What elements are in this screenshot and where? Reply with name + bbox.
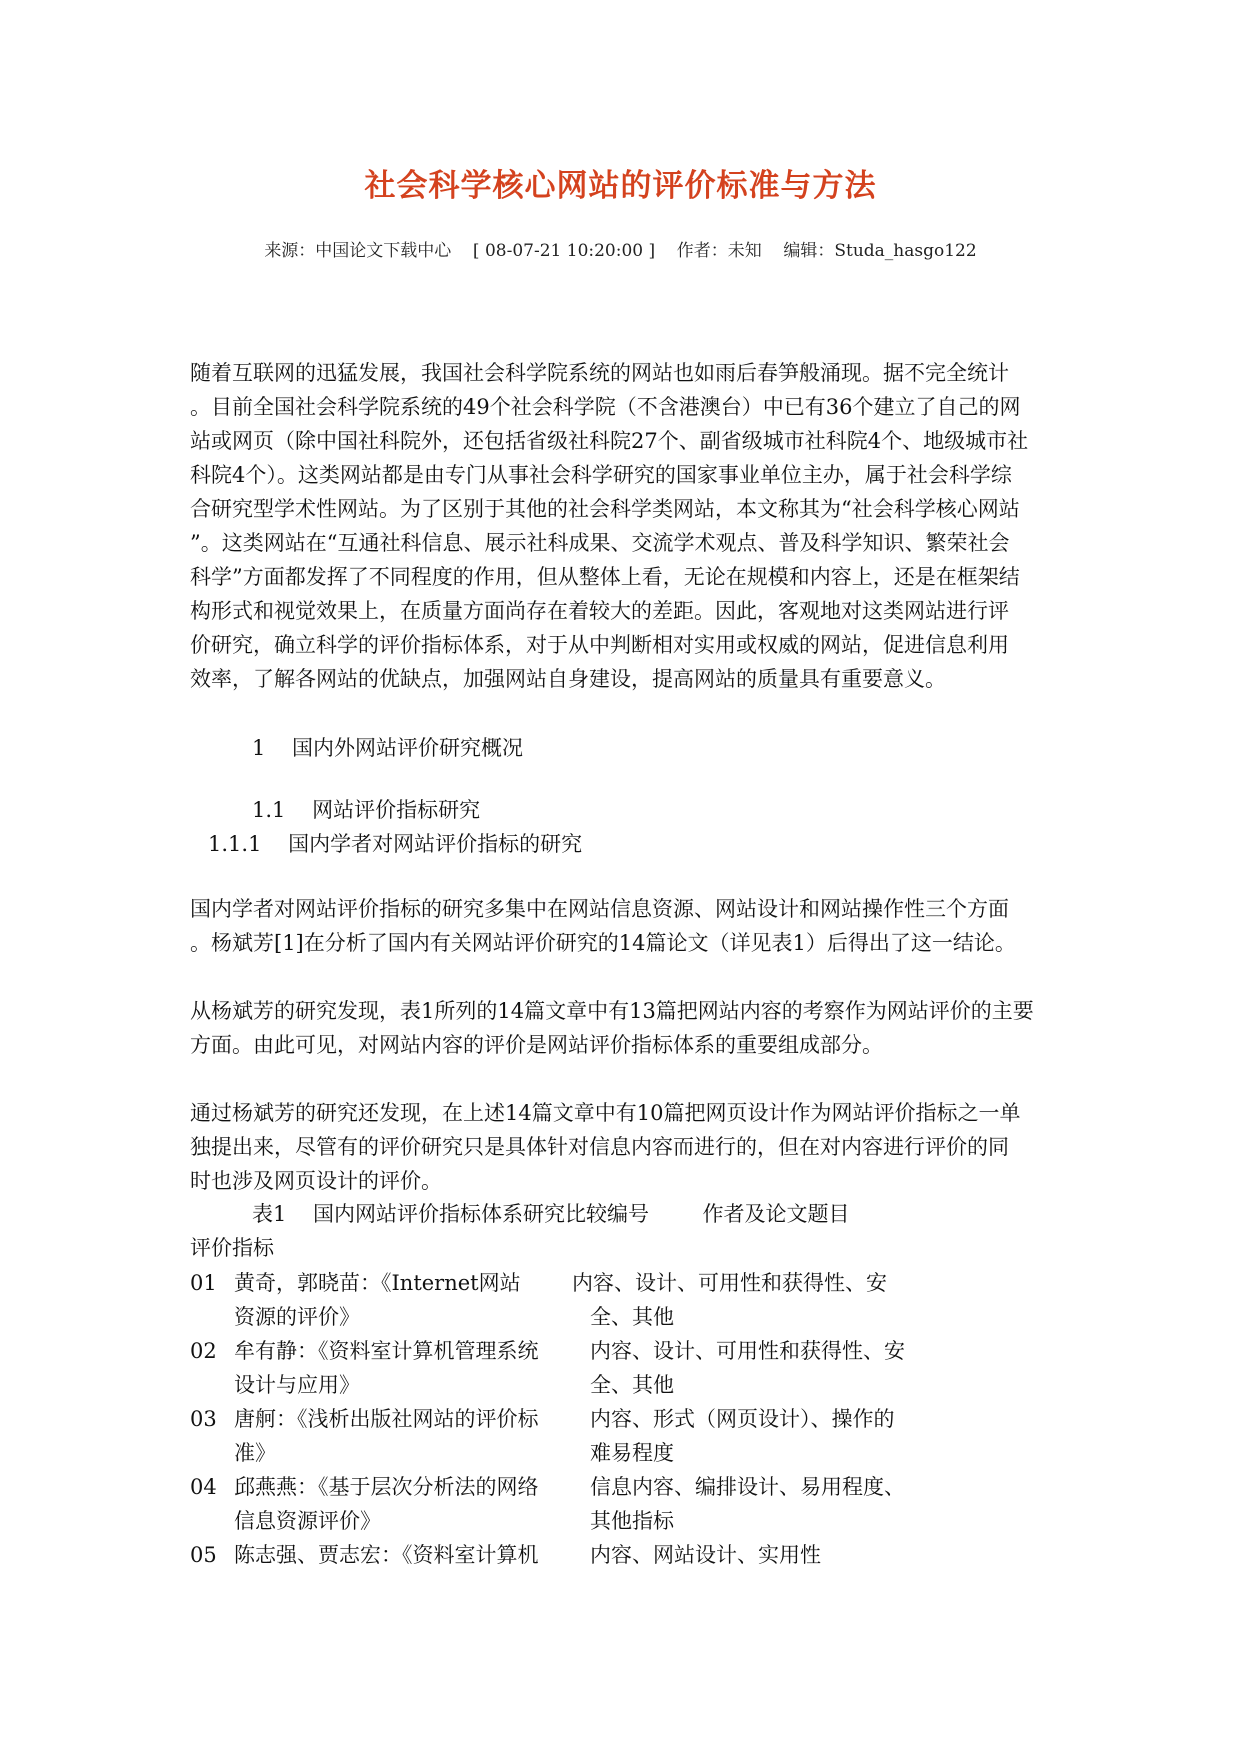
text-line: 牟有静：《资料室计算机管理系统 bbox=[234, 1339, 539, 1363]
row-indicators bbox=[590, 1470, 930, 1538]
section-heading-1-1-1: 1.1.1 国内学者对网站评价指标的研究 bbox=[208, 832, 583, 856]
text-line: 设计与应用》 bbox=[234, 1373, 360, 1397]
text-line: 构形式和视觉效果上，在质量方面尚存在着较大的差距。因此，客观地对这类网站进行评 bbox=[190, 599, 1009, 623]
table-caption: 表1 国内网站评价指标体系研究比较编号 作者及论文题目 bbox=[252, 1202, 850, 1226]
text-line: 从杨斌芳的研究发现，表1所列的14篇文章中有13篇把网站内容的考察作为网站评价的主要 bbox=[190, 999, 1034, 1023]
text-line: 。杨斌芳[1]在分析了国内有关网站评价研究的14篇论文（详见表1）后得出了这一结论。 bbox=[190, 931, 1016, 955]
text-line: 站或网页（除中国社科院外，还包括省级社科院27个、副省级城市社科院4个、地级城市社 bbox=[190, 429, 1029, 453]
text-line: 唐舸：《浅析出版社网站的评价标 bbox=[234, 1407, 539, 1431]
row-indicators bbox=[590, 1538, 930, 1572]
text-line: 信息内容、编排设计、易用程度、 bbox=[590, 1475, 905, 1499]
row-number: 02 bbox=[190, 1339, 217, 1363]
text-line: 内容、设计、可用性和获得性、安 bbox=[572, 1271, 887, 1295]
intro-paragraph bbox=[190, 356, 1060, 696]
text-line: 国内学者对网站评价指标的研究多集中在网站信息资源、网站设计和网站操作性三个方面 bbox=[190, 897, 1009, 921]
text-line: 准》 bbox=[234, 1441, 276, 1465]
text-line: 内容、形式（网页设计）、操作的 bbox=[590, 1407, 895, 1431]
text-line: 独提出来，尽管有的评价研究只是具体针对信息内容而进行的，但在对内容进行评价的同 bbox=[190, 1135, 1009, 1159]
text-line: 全、其他 bbox=[590, 1373, 674, 1397]
paragraph-3 bbox=[190, 994, 1060, 1062]
text-line: 随着互联网的迅猛发展，我国社会科学院系统的网站也如雨后春笋般涌现。据不完全统计 bbox=[190, 361, 1009, 385]
text-line: 其他指标 bbox=[590, 1509, 674, 1533]
text-line: 方面。由此可见，对网站内容的评价是网站评价指标体系的重要组成部分。 bbox=[190, 1033, 883, 1057]
text-line: 黄奇，郭晓苗：《Internet网站 bbox=[234, 1271, 521, 1295]
row-author bbox=[234, 1470, 584, 1538]
row-author bbox=[234, 1402, 584, 1470]
row-number: 01 bbox=[190, 1271, 217, 1295]
section-heading-1: 1 国内外网站评价研究概况 bbox=[252, 736, 524, 760]
text-line: 难易程度 bbox=[590, 1441, 674, 1465]
row-author bbox=[234, 1334, 584, 1402]
article-meta: 来源：中国论文下载中心 [ 08-07-21 10:20:00 ] 作者：未知 编辑：Studa_hasgo122 bbox=[264, 241, 977, 261]
text-line: 资源的评价》 bbox=[234, 1305, 360, 1329]
text-line: 时也涉及网页设计的评价。 bbox=[190, 1169, 442, 1193]
text-line: 内容、网站设计、实用性 bbox=[590, 1543, 821, 1567]
row-indicators bbox=[590, 1402, 930, 1470]
paragraph-4 bbox=[190, 1096, 1060, 1198]
text-line: 信息资源评价》 bbox=[234, 1509, 381, 1533]
row-number: 05 bbox=[190, 1543, 217, 1567]
text-line: 全、其他 bbox=[590, 1305, 674, 1329]
row-indicators bbox=[572, 1266, 912, 1334]
text-line: 邱燕燕：《基于层次分析法的网络 bbox=[234, 1475, 539, 1499]
text-line: ”。这类网站在“互通社科信息、展示社科成果、交流学术观点、普及科学知识、繁荣社会 bbox=[190, 531, 1010, 555]
table-column-header: 评价指标 bbox=[190, 1236, 274, 1260]
text-line: 内容、设计、可用性和获得性、安 bbox=[590, 1339, 905, 1363]
section-heading-1-1: 1.1 网站评价指标研究 bbox=[252, 798, 481, 822]
row-indicators bbox=[590, 1334, 930, 1402]
row-author bbox=[234, 1266, 584, 1334]
row-author bbox=[234, 1538, 584, 1572]
text-line: 。目前全国社会科学院系统的49个社会科学院（不含港澳台）中已有36个建立了自己的网 bbox=[190, 395, 1021, 419]
paragraph-2 bbox=[190, 892, 1060, 960]
text-line: 陈志强、贾志宏：《资料室计算机 bbox=[234, 1543, 539, 1567]
text-line: 合研究型学术性网站。为了区别于其他的社会科学类网站，本文称其为“社会科学核心网站 bbox=[190, 497, 1020, 521]
text-line: 效率，了解各网站的优缺点，加强网站自身建设，提高网站的质量具有重要意义。 bbox=[190, 667, 946, 691]
text-line: 科学”方面都发挥了不同程度的作用，但从整体上看，无论在规模和内容上，还是在框架结 bbox=[190, 565, 1020, 589]
row-number: 04 bbox=[190, 1475, 217, 1499]
text-line: 价研究，确立科学的评价指标体系，对于从中判断相对实用或权威的网站，促进信息利用 bbox=[190, 633, 1009, 657]
text-line: 通过杨斌芳的研究还发现，在上述14篇文章中有10篇把网页设计作为网站评价指标之一单 bbox=[190, 1101, 1021, 1125]
article-title: 社会科学核心网站的评价标准与方法 bbox=[364, 168, 877, 204]
text-line: 科院4个）。这类网站都是由专门从事社会科学研究的国家事业单位主办，属于社会科学综 bbox=[190, 463, 1012, 487]
row-number: 03 bbox=[190, 1407, 217, 1431]
